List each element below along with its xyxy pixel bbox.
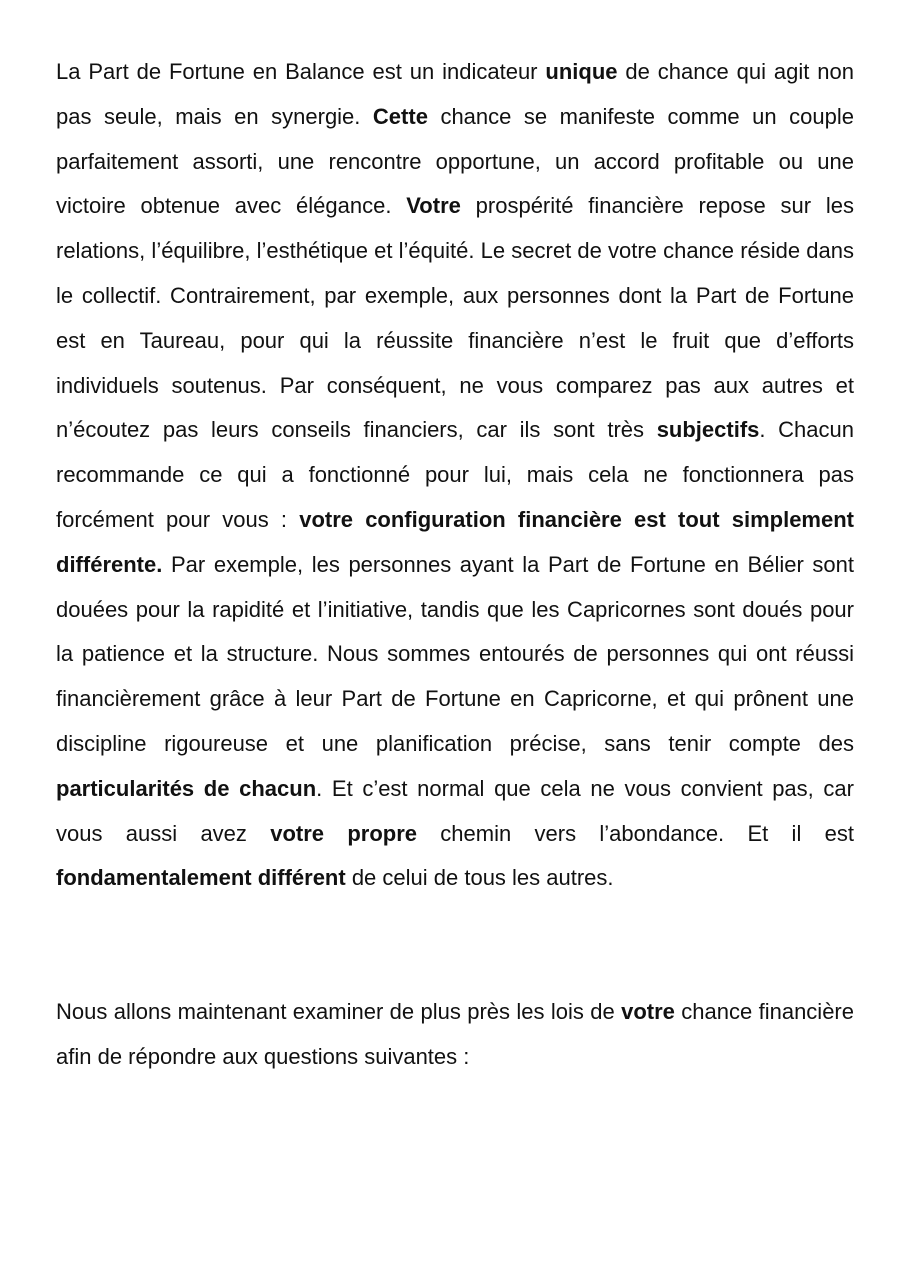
text-run: Nous allons maintenant examiner de plus près les lois de (56, 999, 622, 1025)
document-page (56, 50, 854, 1080)
bold-text-run: unique (545, 59, 618, 84)
text-run: Par exemple, les personnes ayant la Part de Fortune en Bélier sont douées pour la rapidité et l’initiative, tandis que les Capricornes sont doués pour la patience et la structure. Nous sommes entourés de personnes qui ont réussi financièrement grâce à leur Part de Fortune en Capricorne, et qui prônent une discipline rigoureuse et une planification précise, sans tenir compte des (56, 551, 854, 756)
text-run: de chance qui agit non pas seule, mais en synergie. (56, 59, 854, 129)
bold-text-run: fondamentalement différent (56, 865, 346, 891)
bold-text-run: votre (621, 999, 675, 1025)
bold-text-run: Votre (406, 193, 461, 219)
paragraph-part-de-fortune-balance (56, 50, 854, 901)
text-run: chance financière afin de répondre aux questions suivantes : (56, 999, 854, 1069)
text-run: . Chacun recommande ce qui a fonctionné pour lui, mais cela ne fonctionnera pas forcément pour vous : (56, 417, 854, 532)
bold-text-run: votre propre (270, 820, 417, 846)
bold-text-run: particularités de chacun (56, 775, 317, 801)
text-run: . Et c’est normal que cela ne vous convient pas, car vous aussi avez (56, 775, 854, 846)
text-run: chance se manifeste comme un couple parfaitement assorti, une rencontre opportune, un accord profitable ou une victoire obtenue avec élégance. (56, 103, 854, 219)
text-run: de celui de tous les autres. (345, 865, 614, 891)
text-run: chemin vers l’abondance. Et il est (417, 820, 854, 846)
bold-text-run: subjectifs (656, 417, 760, 443)
text-run: prospérité financière repose sur les relations, l’équilibre, l’esthétique et l’équité. Le secret de votre chance réside dans le collectif. Contrairement, par exemple, aux personnes dont la Part de Fortune est en Taureau, pour qui la réussite financière n’est le fruit que d’efforts individuels soutenus. Par conséquent, ne vous comparez pas aux autres et n’écoutez pas leurs conseils financiers, car ils sont très (56, 193, 855, 443)
text-run: La Part de Fortune en Balance est un indicateur (56, 59, 546, 84)
bold-text-run: Cette (372, 103, 428, 129)
bold-text-run: votre configuration financière est tout simplement différente. (56, 506, 854, 577)
paragraph-questions-intro (56, 990, 854, 1080)
